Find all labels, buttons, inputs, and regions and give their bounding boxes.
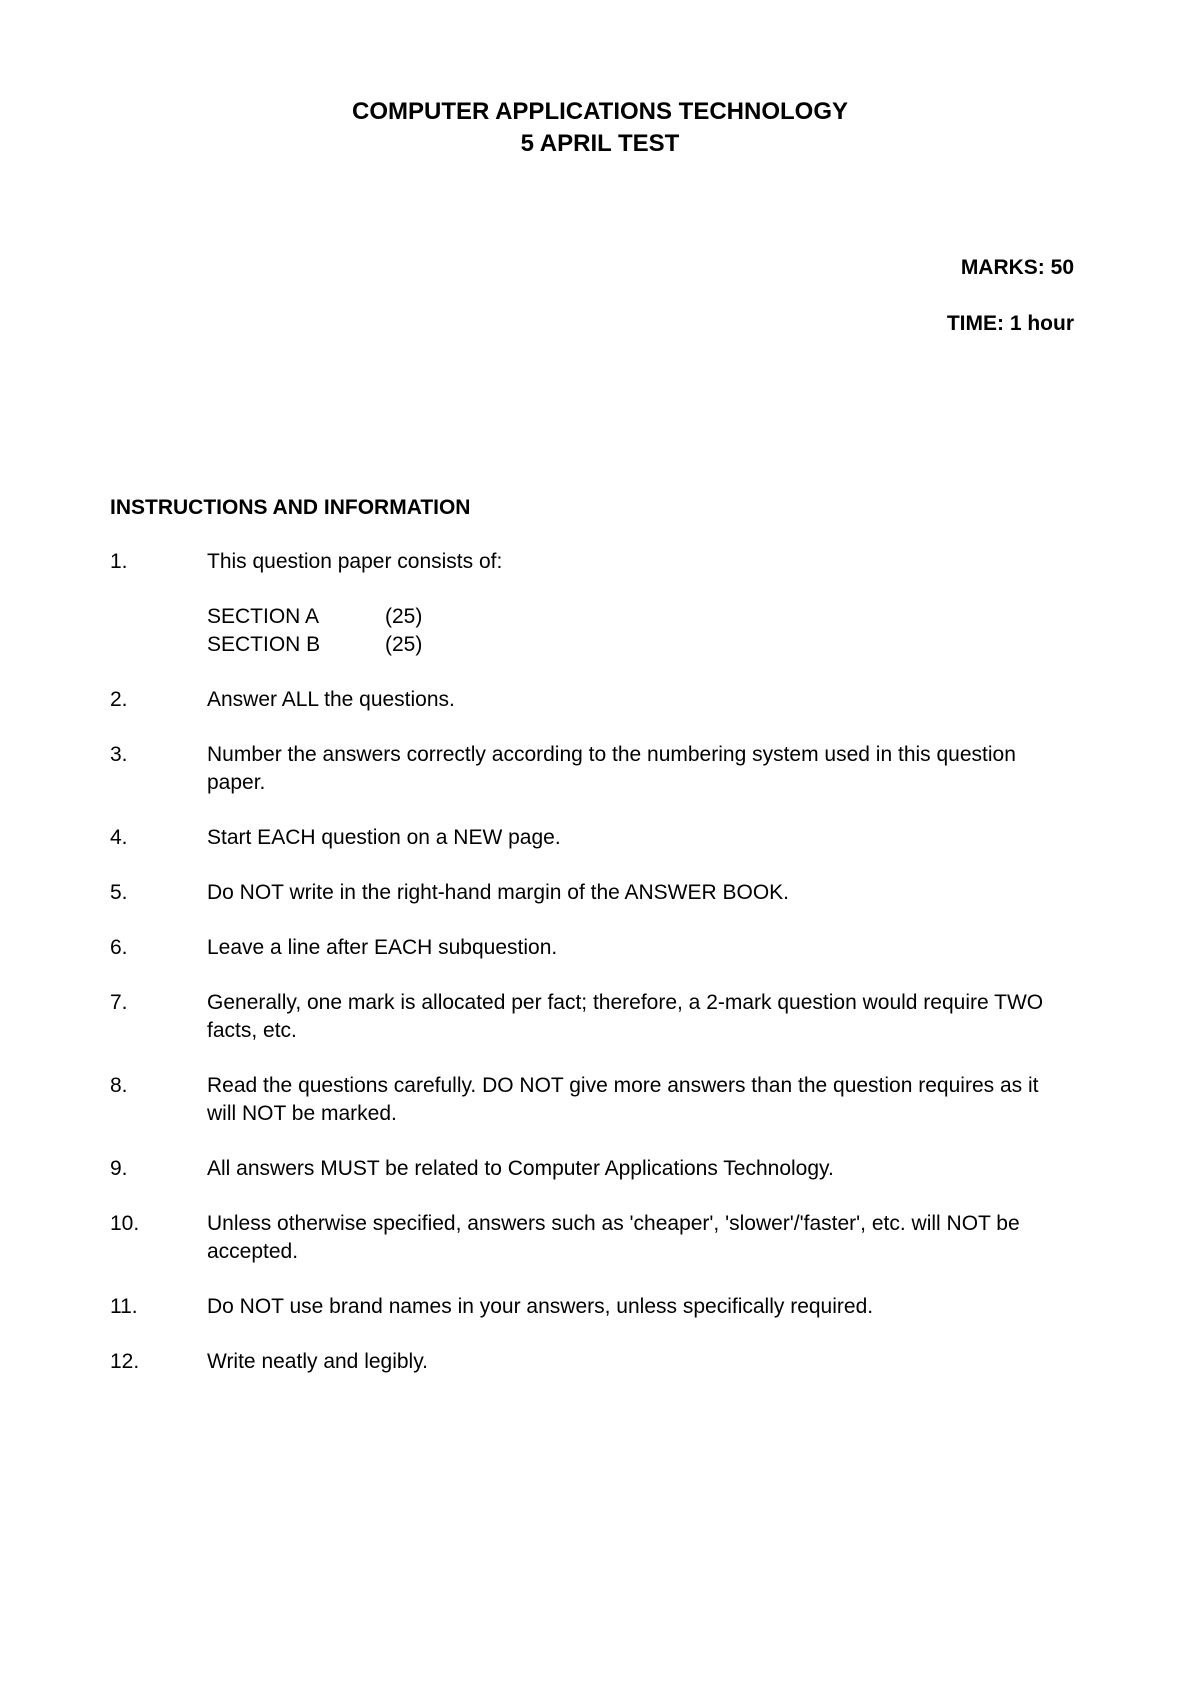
instruction-text: This question paper consists of:: [207, 550, 503, 573]
section-name: SECTION A: [207, 605, 320, 628]
instruction-text: Read the questions carefully. DO NOT give more answers than the question requires as it will NOT be marked.: [207, 1074, 1039, 1125]
instruction-text: Answer ALL the questions.: [207, 688, 455, 711]
instruction-number: 12.: [110, 1350, 140, 1373]
instruction-text: Leave a line after EACH subquestion.: [207, 936, 558, 959]
instruction-text: Do NOT write in the right-hand margin of the ANSWER BOOK.: [207, 881, 790, 904]
instruction-item: [110, 686, 1060, 714]
time-label: TIME: 1 hour: [946, 312, 1074, 335]
instructions-heading: INSTRUCTIONS AND INFORMATION: [110, 496, 471, 519]
section-name: SECTION B: [207, 633, 321, 656]
section-marks: (25): [385, 605, 423, 628]
instruction-item: [110, 879, 1060, 907]
section-marks: (25): [385, 633, 423, 656]
instruction-text: Number the answers correctly according to the numbering system used in this question paper.: [207, 743, 1016, 794]
instruction-number: 5.: [110, 881, 128, 904]
instruction-text: Unless otherwise specified, answers such as 'cheaper', 'slower'/'faster', etc. will NOT be accepted.: [207, 1212, 1020, 1263]
instruction-item: [110, 1155, 1060, 1183]
instruction-number: 3.: [110, 743, 128, 766]
section-row: [207, 631, 1060, 659]
instruction-number: 1.: [110, 550, 128, 573]
instruction-item: [110, 1348, 1060, 1376]
instruction-number: 7.: [110, 991, 128, 1014]
marks-label: MARKS: 50: [960, 256, 1074, 279]
instruction-item: [110, 1210, 1060, 1266]
instruction-body: [207, 548, 1060, 659]
instruction-number: 10.: [110, 1212, 140, 1235]
instruction-number: 9.: [110, 1157, 128, 1180]
instruction-text: Write neatly and legibly.: [207, 1350, 429, 1373]
instruction-text: Generally, one mark is allocated per fact; therefore, a 2-mark question would require TWO facts, etc.: [207, 991, 1044, 1042]
instruction-number: 4.: [110, 826, 128, 849]
instruction-item: [110, 934, 1060, 962]
document-subtitle: 5 APRIL TEST: [520, 130, 680, 157]
meta-block: [947, 256, 1074, 368]
document-title: COMPUTER APPLICATIONS TECHNOLOGY: [351, 98, 848, 125]
instruction-text: Do NOT use brand names in your answers, unless specifically required.: [207, 1295, 874, 1318]
instruction-item: [110, 824, 1060, 852]
instruction-text: Start EACH question on a NEW page.: [207, 826, 561, 849]
instruction-text: All answers MUST be related to Computer Applications Technology.: [207, 1157, 834, 1180]
instruction-number: 11.: [110, 1295, 138, 1318]
instruction-item: [110, 548, 1060, 659]
instruction-number: 2.: [110, 688, 128, 711]
title-block: [0, 96, 1200, 160]
instruction-item: [110, 741, 1060, 797]
instruction-item: [110, 1072, 1060, 1128]
instruction-number: 8.: [110, 1074, 128, 1097]
instruction-number: 6.: [110, 936, 128, 959]
instruction-item: [110, 989, 1060, 1045]
section-row: [207, 603, 1060, 631]
sections-list: [207, 603, 1060, 659]
instruction-item: [110, 1293, 1060, 1321]
instructions-section: [110, 494, 1060, 1403]
